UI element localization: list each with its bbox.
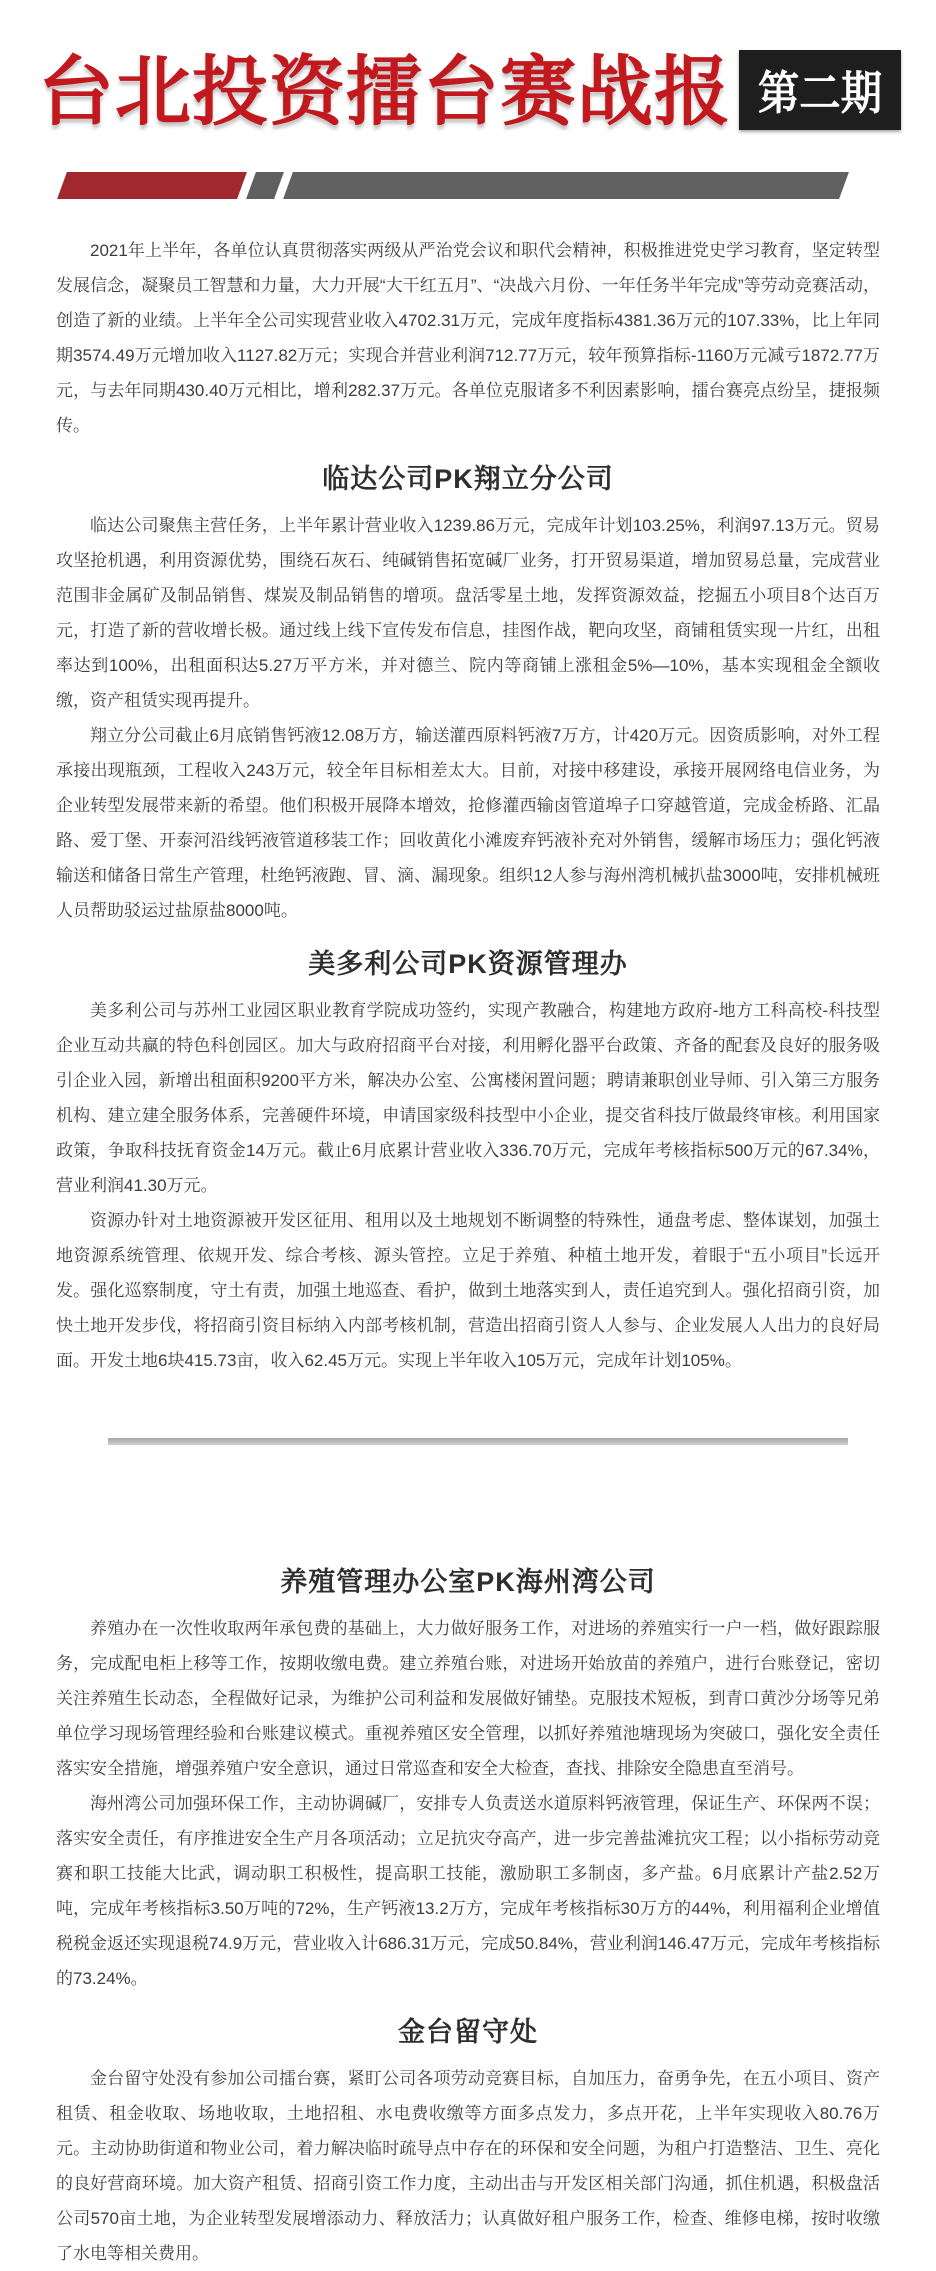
page-title: 台北投资擂台赛战报	[38, 49, 731, 135]
section-paragraph: 海州湾公司加强环保工作，主动协调碱厂，安排专人负责送水道原料钙液管理，保证生产、环保两不误；落实安全责任，有序推进安全生产月各项活动；立足抗灾夺高产，进一步完善盐滩抗灾工程；以小指标劳动竞赛和职工技能大比武，调动职工积极性，提高职工技能，激励职工多制卤，多产盐。6月底累计产盐2.52万吨，完成年考核指标3.50万吨的72%，生产钙液13.2万方，完成年考核指标30万方的44%，利用福利企业增值税税金返还实现退税74.9万元，营业收入计686.31万元，完成50.84%，营业利润146.47万元，完成年考核指标的73.24%。	[56, 1794, 880, 1988]
stripe-gray-slice	[246, 172, 284, 199]
section-paragraph: 翔立分公司截止6月底销售钙液12.08万方，输送灌西原料钙液7万方，计420万元。因资质影响，对外工程承接出现瓶颈，工程收入243万元，较全年目标相差太大。目前，对接中移建设，承接开展网络电信业务，为企业转型发展带来新的希望。他们积极开展降本增效，抢修灌西输卤管道埠子口穿越管道，完成金桥路、汇晶路、爱丁堡、开泰河沿线钙液管道移装工作；回收黄化小滩废弃钙液补充对外销售，缓解市场压力；强化钙液输送和储备日常生产管理，杜绝钙液跑、冒、滴、漏现象。组织12人参与海州湾机械扒盐3000吨，安排机械班人员帮助驳运过盐原盐8000吨。	[56, 726, 880, 920]
article-content	[56, 233, 880, 2271]
decorative-stripe	[62, 172, 936, 199]
section-heading-linda-vs-xiangli: 临达公司PK翔立分公司	[322, 464, 614, 494]
stripe-red-segment	[57, 172, 247, 199]
section-paragraph: 临达公司聚焦主营任务，上半年累计营业收入1239.86万元，完成年计划103.25%，利润97.13万元。贸易攻坚抢机遇，利用资源优势，围绕石灰石、纯碱销售拓宽碱厂业务，打开贸易渠道，增加贸易总量，完成营业范围非金属矿及制品销售、煤炭及制品销售的增项。盘活零星土地，发挥资源效益，挖掘五小项目8个达百万元，打造了新的营收增长极。通过线上线下宣传发布信息，挂图作战，靶向攻坚，商铺租赁实现一片红，出租率达到100%，出租面积达5.27万平方米，并对德兰、院内等商铺上涨租金5%—10%，基本实现租金全额收缴，资产租赁实现再提升。	[56, 516, 880, 710]
section-heading-jintai: 金台留守处	[398, 2017, 538, 2047]
issue-badge-label: 第二期	[757, 67, 883, 119]
issue-badge	[739, 50, 901, 130]
section-paragraph: 资源办针对土地资源被开发区征用、租用以及土地规划不断调整的特殊性，通盘考虑、整体谋划，加强土地资源系统管理、依规开发、综合考核、源头管控。立足于养殖、种植土地开发，着眼于“五小项目”长远开发。强化巡察制度，守土有责，加强土地巡查、看护，做到土地落实到人，责任追究到人。强化招商引资，加快土地开发步伐，将招商引资目标纳入内部考核机制，营造出招商引资人人参与、企业发展人人出力的良好局面。开发土地6块415.73亩，收入62.45万元。实现上半年收入105万元，完成年计划105%。	[56, 1211, 880, 1370]
intro-paragraph: 2021年上半年，各单位认真贯彻落实两级从严治党会议和职代会精神，积极推进党史学习教育，坚定转型发展信念，凝聚员工智慧和力量，大力开展“大干红五月”、“决战六月份、一年任务半年完成”等劳动竞赛活动，创造了新的业绩。上半年全公司实现营业收入4702.31万元，完成年度指标4381.36万元的107.33%，比上年同期3574.49万元增加收入1127.82万元；实现合并营业利润712.77万元，较年预算指标-1160万元减亏1872.77万元，与去年同期430.40万元相比，增利282.37万元。各单位克服诸多不利因素影响，擂台赛亮点纷呈，捷报频传。	[56, 241, 880, 435]
newsletter-header	[0, 0, 936, 135]
section-heading-yangzhi-vs-haizhouwan: 养殖管理办公室PK海州湾公司	[280, 1567, 656, 1597]
stripe-gray-bar	[283, 172, 849, 199]
section-paragraph: 金台留守处没有参加公司擂台赛，紧盯公司各项劳动竞赛目标，自加压力，奋勇争先，在五小项目、资产租赁、租金收取、场地收取，土地招租、水电费收缴等方面多点发力，多点开花，上半年实现收入80.76万元。主动协助街道和物业公司，着力解决临时疏导点中存在的环保和安全问题，为租户打造整洁、卫生、亮化的良好营商环境。加大资产租赁、招商引资工作力度，主动出击与开发区相关部门沟通，抓住机遇，积极盘活公司570亩土地，为企业转型发展增添动力、释放活力；认真做好租户服务工作，检查、维修电梯，按时收缴了水电等相关费用。	[56, 2069, 880, 2263]
section-heading-meiduoli-vs-ziyuan: 美多利公司PK资源管理办	[308, 949, 628, 979]
section-paragraph: 美多利公司与苏州工业园区职业教育学院成功签约，实现产教融合，构建地方政府-地方工科高校-科技型企业互动共赢的特色科创园区。加大与政府招商平台对接，利用孵化器平台政策、齐备的配套及良好的服务吸引企业入园，新增出租面积9200平方米，解决办公室、公寓楼闲置问题；聘请兼职创业导师、引入第三方服务机构、建立建全服务体系，完善硬件环境，申请国家级科技型中小企业，提交省科技厅做最终审核。利用国家政策，争取科技抚育资金14万元。截止6月底累计营业收入336.70万元，完成年考核指标500万元的67.34%，营业利润41.30万元。	[56, 1001, 880, 1195]
section-divider	[108, 1438, 848, 1445]
section-paragraph: 养殖办在一次性收取两年承包费的基础上，大力做好服务工作，对进场的养殖实行一户一档，做好跟踪服务，完成配电柜上移等工作，按期收缴电费。建立养殖台账，对进场开始放苗的养殖户，进行台账登记，密切关注养殖生长动态，全程做好记录，为维护公司利益和发展做好铺垫。克服技术短板，到青口黄沙分场等兄弟单位学习现场管理经验和台账建议模式。重视养殖区安全管理，以抓好养殖池塘现场为突破口，强化安全责任落实安全措施，增强养殖户安全意识，通过日常巡查和安全大检查，查找、排除安全隐患直至消号。	[56, 1619, 880, 1778]
